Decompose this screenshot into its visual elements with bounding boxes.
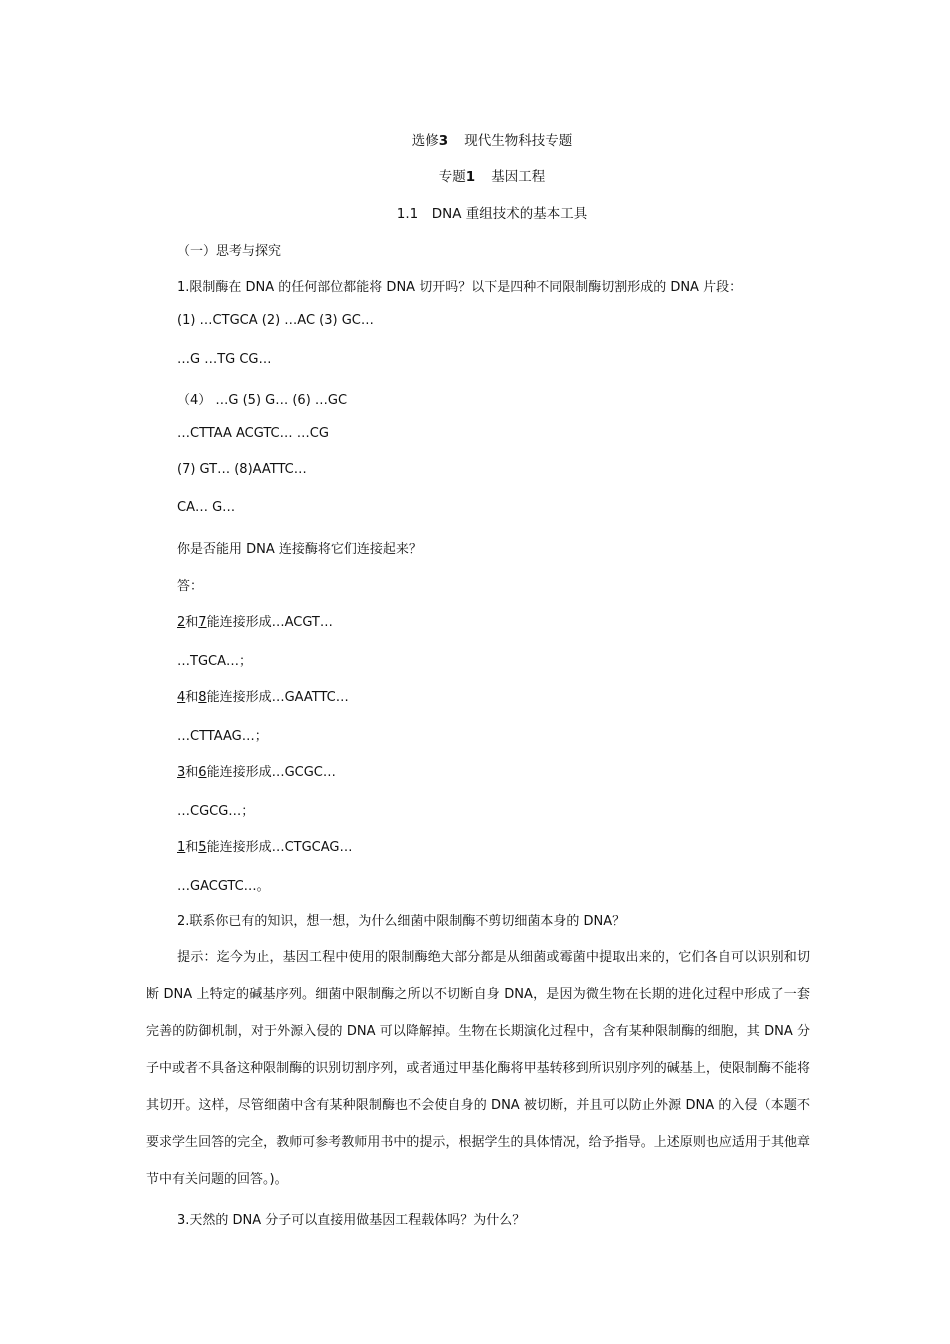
question-2: 2.联系你已有的知识，想一想，为什么细菌中限制酶不剪切细菌本身的 DNA？ (177, 914, 626, 929)
topic-title-number: 1 (465, 169, 476, 185)
pair-number: 6 (198, 765, 207, 780)
pair-number: 8 (198, 690, 207, 705)
topic-title (0, 165, 950, 185)
think-heading: （一）思考与探究 (177, 244, 282, 259)
pair-number: 3 (177, 765, 186, 780)
answer-pair-3 (177, 761, 336, 780)
hint-text: 提示：迄今为止，基因工程中使用的限制酶绝大部分都是从细菌或霉菌中提取出来的，它们各自可以识别和切断 DNA 上特定的碱基序列。细菌中限制酶之所以不切断自身 DNA，是因为微生物在长期的进化过程中形成了一套完善的防御机制，对于外源入侵的 DNA 可以降解掉。生物在长期演化过程中，含有某种限制酶的细胞，其 DNA 分子中或者不具备这种限制酶的识别切割序列，或者通过甲基化酶将甲基转移到所识别序列的碱基上，使限制酶不能将其切开。这样，尽管细菌中含有某种限制酶也不会使自身的 DNA 被切断，并且可以防止外源 DNA 的入侵（本题不要求学生回答的完全，教师可参考教师用书中的提示，根据学生的具体情况，给予指导。上述原则也应适用于其他章节中有关问题的回答。)。 (146, 950, 810, 1187)
book-title-number: 3 (438, 133, 449, 149)
answer-label: 答： (177, 579, 204, 594)
question-3: 3.天然的 DNA 分子可以直接用做基因工程载体吗？为什么？ (177, 1213, 526, 1228)
pair-number: 4 (177, 690, 186, 705)
question-1: 1.限制酶在 DNA 的任何部位都能将 DNA 切开吗？以下是四种不同限制酶切割形成的 DNA 片段： (177, 280, 743, 295)
pair-number: 1 (177, 840, 186, 855)
topic-title-name: 基因工程 (491, 169, 546, 185)
pair-result: 能连接形成…GAATTC… (206, 690, 349, 705)
pair-result: 能连接形成…ACGT… (206, 615, 333, 630)
pair-number: 2 (177, 615, 186, 630)
answer-pair-4 (177, 836, 353, 855)
pair-number: 7 (198, 615, 207, 630)
hint-paragraph (146, 939, 810, 1198)
fragment-line-3: （4） …G (5) G… (6) …GC (177, 393, 348, 408)
pair-conj: 和 (185, 765, 199, 780)
question-1-ask: 你是否能用 DNA 连接酶将它们连接起来？ (177, 542, 422, 557)
answer-pair-1-strand: …TGCA…； (177, 654, 252, 669)
pair-conj: 和 (185, 690, 199, 705)
pair-conj: 和 (185, 615, 199, 630)
answer-pair-3-strand: …CGCG…； (177, 804, 255, 819)
pair-number: 5 (198, 840, 207, 855)
answer-pair-4-strand: …GACGTC…。 (177, 879, 270, 894)
pair-conj: 和 (185, 840, 199, 855)
answer-pair-2-strand: …CTTAAG…； (177, 729, 268, 744)
topic-title-prefix: 专题 (438, 169, 466, 185)
answer-pair-1 (177, 611, 333, 630)
fragment-line-6: CA… G… (177, 500, 236, 515)
pair-result: 能连接形成…CTGCAG… (206, 840, 353, 855)
fragment-line-5: (7) GT… (8)AATTC… (177, 462, 307, 477)
book-title-prefix: 选修 (411, 133, 439, 149)
fragment-line-4: …CTTAA ACGTC… …CG (177, 426, 329, 441)
section-title: 1.1 DNA 重组技术的基本工具 (396, 206, 588, 222)
answer-pair-2 (177, 686, 349, 705)
book-title (0, 129, 950, 149)
book-title-name: 现代生物科技专题 (464, 133, 573, 149)
fragment-line-2: …G …TG CG… (177, 352, 272, 367)
fragment-line-1: (1) …CTGCA (2) …AC (3) GC… (177, 313, 374, 328)
pair-result: 能连接形成…GCGC… (206, 765, 336, 780)
